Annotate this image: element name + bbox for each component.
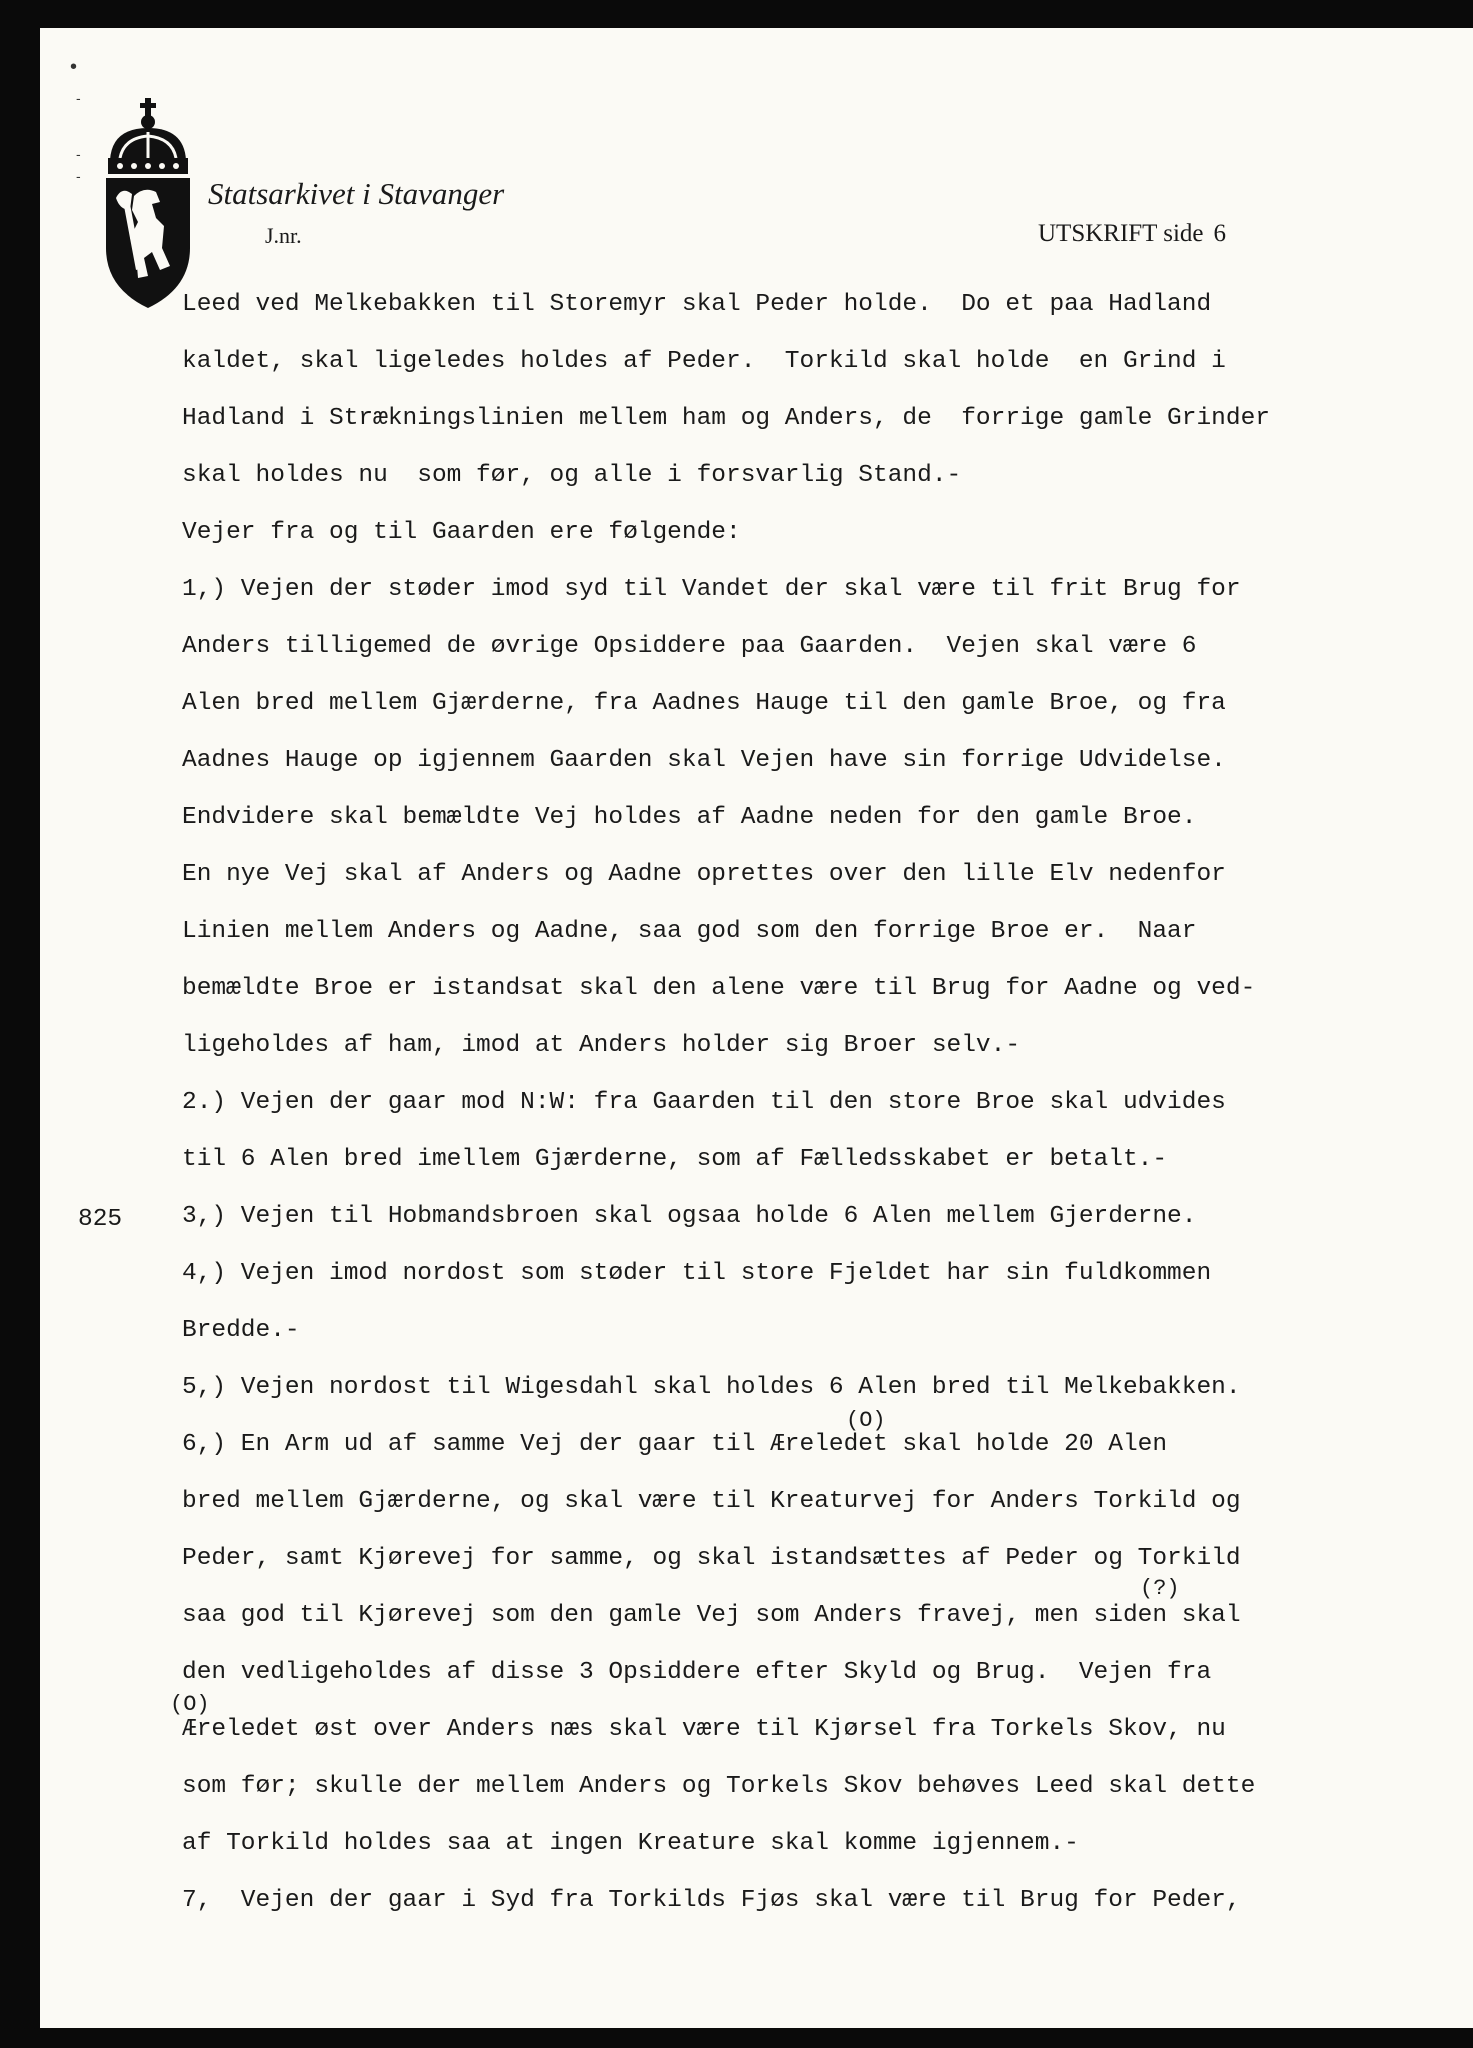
- text-line: den vedligeholdes af disse 3 Opsiddere efter Skyld og Brug. Vejen fra: [182, 1659, 1212, 1686]
- text-line: 6,) En Arm ud af samme Vej der gaar til Æreledet skal holde 20 Alen: [182, 1431, 1168, 1458]
- text-line: Endvidere skal bemældte Vej holdes af Aadne neden for den gamle Broe.: [182, 804, 1197, 831]
- text-line: Bredde.-: [182, 1317, 300, 1344]
- text-line: En nye Vej skal af Anders og Aadne oprettes over den lille Elv nedenfor: [182, 861, 1226, 888]
- text-line: bemældte Broe er istandsat skal den alene være til Brug for Aadne og ved-: [182, 975, 1256, 1002]
- text-line: 4,) Vejen imod nordost som støder til store Fjeldet har sin fuldkommen: [182, 1260, 1212, 1287]
- text-line: Leed ved Melkebakken til Storemyr skal Peder holde. Do et paa Hadland: [182, 291, 1212, 318]
- text-line: Anders tilligemed de øvrige Opsiddere paa Gaarden. Vejen skal være 6: [182, 633, 1197, 660]
- text-line: 2.) Vejen der gaar mod N:W: fra Gaarden til den store Broe skal udvides: [182, 1089, 1226, 1116]
- text-line: Alen bred mellem Gjærderne, fra Aadnes Hauge til den gamle Broe, og fra: [182, 690, 1226, 717]
- text-line: 1,) Vejen der støder imod syd til Vandet der skal være til frit Brug for: [182, 576, 1241, 603]
- text-line: som før; skulle der mellem Anders og Torkels Skov behøves Leed skal dette: [182, 1773, 1256, 1800]
- document-page: [40, 28, 1473, 2028]
- text-line: af Torkild holdes saa at ingen Kreature skal komme igjennem.-: [182, 1830, 1079, 1857]
- text-line: Æreledet øst over Anders næs skal være til Kjørsel fra Torkels Skov, nu: [182, 1716, 1226, 1743]
- text-line: bred mellem Gjærderne, og skal være til Kreaturvej for Anders Torkild og: [182, 1488, 1241, 1515]
- text-line: til 6 Alen bred imellem Gjærderne, som af Fælledsskabet er betalt.-: [182, 1146, 1168, 1173]
- annotation-o-mark: (O): [170, 1692, 210, 1717]
- text-line: kaldet, skal ligeledes holdes af Peder. Torkild skal holde en Grind i: [182, 348, 1226, 375]
- text-line: 3,) Vejen til Hobmandsbroen skal ogsaa holde 6 Alen mellem Gjerderne.: [182, 1203, 1197, 1230]
- text-line: Vejer fra og til Gaarden ere følgende:: [182, 519, 741, 546]
- text-line: Peder, samt Kjørevej for samme, og skal istandsættes af Peder og Torkild: [182, 1545, 1241, 1572]
- text-line: skal holdes nu som før, og alle i forsvarlig Stand.-: [182, 462, 962, 489]
- margin-dash: -: [76, 168, 81, 184]
- text-line: Aadnes Hauge op igjennem Gaarden skal Vejen have sin forrige Udvidelse.: [182, 747, 1226, 774]
- text-line: 5,) Vejen nordost til Wigesdahl skal holdes 6 Alen bred til Melkebakken.: [182, 1374, 1241, 1401]
- margin-number: 825: [78, 1206, 123, 1233]
- journal-number-label: J.nr.: [265, 223, 302, 248]
- text-line: saa god til Kjørevej som den gamle Vej som Anders fravej, men siden skal: [182, 1602, 1241, 1629]
- text-line: 7, Vejen der gaar i Syd fra Torkilds Fjøs skal være til Brug for Peder,: [182, 1887, 1241, 1914]
- margin-dash: -: [76, 90, 81, 106]
- transcript-page-header: [1038, 220, 1226, 248]
- archive-name: Statsarkivet i Stavanger: [208, 176, 505, 211]
- norwegian-coat-of-arms-icon: [102, 98, 194, 308]
- margin-dash: -: [76, 146, 81, 162]
- text-line: Linien mellem Anders og Aadne, saa god som den forrige Broe er. Naar: [182, 918, 1197, 945]
- annotation-o-mark: (O): [846, 1408, 886, 1433]
- text-line: Hadland i Strækningslinien mellem ham og Anders, de forrige gamle Grinder: [182, 405, 1270, 432]
- annotation-question-mark: (?): [1140, 1576, 1180, 1601]
- margin-dot: •: [70, 56, 78, 78]
- utskrift-label: UTSKRIFT side: [1038, 220, 1204, 247]
- page-number: 6: [1213, 220, 1227, 247]
- text-line: ligeholdes af ham, imod at Anders holder sig Broer selv.-: [182, 1032, 1021, 1059]
